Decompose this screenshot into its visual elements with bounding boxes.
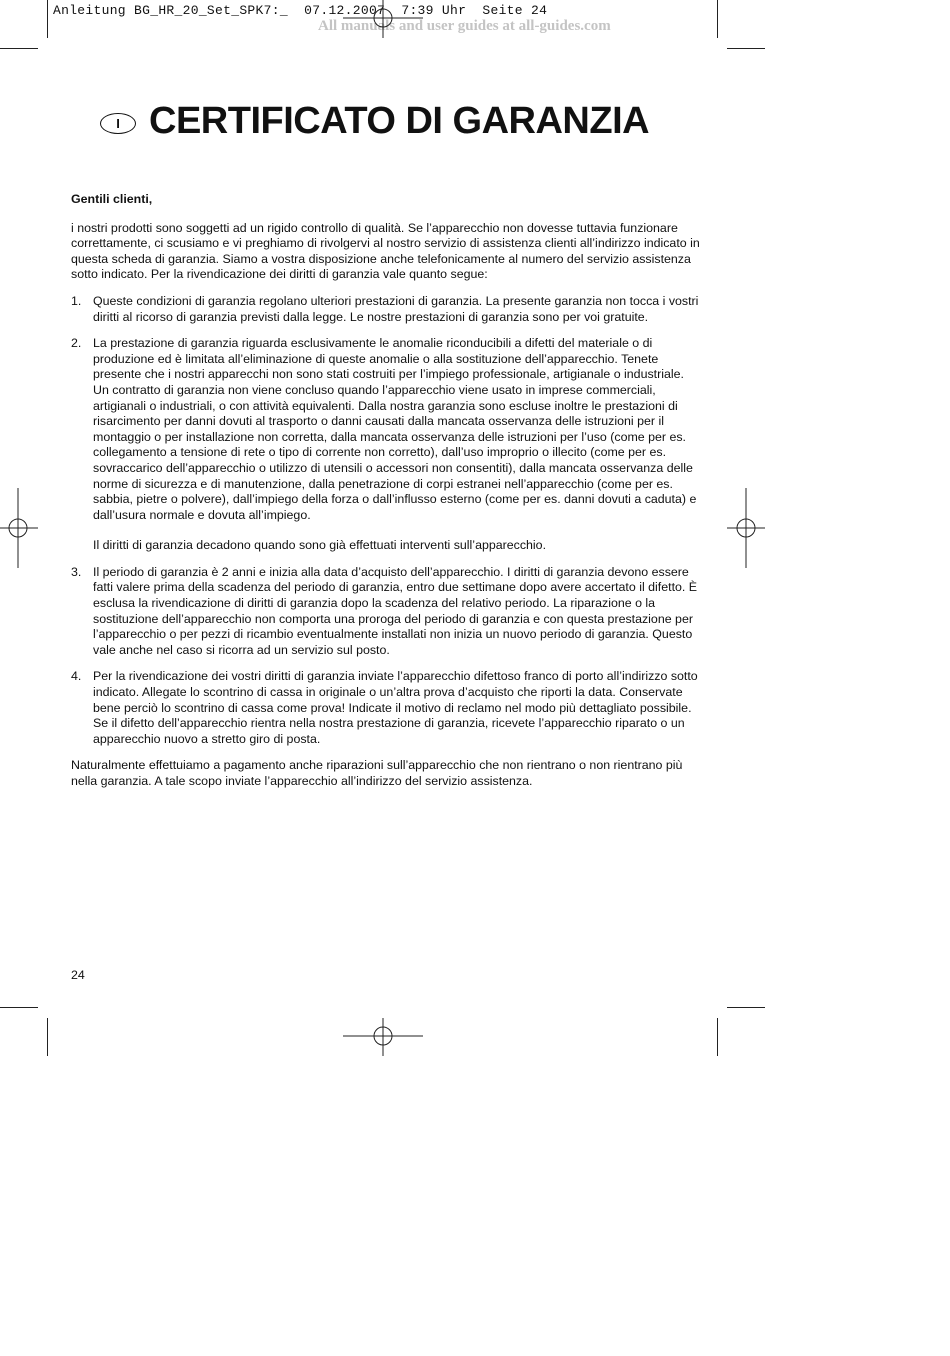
list-item-text: Queste condizioni di garanzia regolano ulteriori prestazioni di garanzia. La presente garanzia non tocca i vostri diritti al ricorso di garanzia previsti dalla legge. Le nostre prestazioni di garanzia sono per voi gratuite. — [93, 293, 699, 324]
watermark: All manuals and user guides at all-guides.com — [318, 18, 611, 34]
crop-mark-bottom-left-vertical — [47, 1018, 48, 1056]
list-item-number: 1. — [71, 293, 82, 308]
registration-mark-top — [343, 0, 423, 38]
page-number: 24 — [71, 968, 85, 982]
crop-mark-bottom-right-horizontal — [727, 1007, 765, 1008]
page-title: CERTIFICATO DI GARANZIA — [149, 100, 650, 142]
list-item — [71, 565, 701, 659]
greeting: Gentili clienti, — [71, 192, 153, 206]
registration-mark-left — [0, 488, 38, 568]
language-badge: I — [100, 113, 136, 134]
closing-paragraph: Naturalmente effettuiamo a pagamento anche riparazioni sull’apparecchio che non rientrano o non rientrano più nella garanzia. A tale scopo inviate l’apparecchio all’indirizzo del servizio assistenza. — [71, 758, 683, 788]
warranty-content — [71, 192, 701, 801]
list-item — [71, 294, 701, 325]
crop-mark-bottom-left-horizontal — [0, 1007, 38, 1008]
crop-mark-top-right-vertical — [717, 0, 718, 38]
list-item-number: 2. — [71, 336, 82, 351]
crop-mark-bottom-right-vertical — [717, 1018, 718, 1056]
list-item-number: 4. — [71, 669, 82, 684]
list-item-number: 3. — [71, 564, 82, 579]
crop-mark-top-left-horizontal — [0, 48, 38, 49]
registration-mark-right — [727, 488, 765, 568]
intro-paragraph: i nostri prodotti sono soggetti ad un rigido controllo di qualità. Se l’apparecchio non dovesse tuttavia funzionare correttamente, ci scusiamo e vi preghiamo di rivolgervi al nostro servizio di assistenza clienti all’indirizzo indicato in questa scheda di garanzia. Siamo a vostra disposizione anche telefonicamente al numero del servizio assistenza sotto indicato. Per la rivendicazione dei diritti di garanzia vale quanto segue: — [71, 220, 700, 282]
list-item-text: La prestazione di garanzia riguarda esclusivamente le anomalie riconducibili a difetti del materiale o di produzione ed è limitata all’eliminazione di queste anomalie o alla sostituzione dell’apparecchio. Tenete presente che i nostri apparecchi non sono stati costruiti per l’impiego professionale, artigianale o industriale. Un contratto di garanzia non viene concluso quando l’apparecchio viene usato in imprese commerciali, artigianali o industriali, o con attività equivalenti. Dalla nostra garanzia sono escluse inoltre le prestazioni di risarcimento per danni dovuti al trasporto o danni causati dalla mancata osservanza delle istruzioni per il montaggio o per installazione non corretta, dalla mancata osservanza delle istruzioni per l’uso (come per es. collegamento a tensione di rete o tipo di corrente non corretto), dall’uso improprio o illecito (come per es. sovraccarico dell’apparecchio o utilizzo di utensili o accessori non consentiti), dalla mancata osservanza delle norme di sicurezza e di manutenzione, dalla penetrazione di corpi estranei nell’apparecchio (come per es. sabbia, pietre o polvere), dall’impiego della forza o dall’influsso esterno (come per es. danni dovuti a caduta) e dall’usura normale e dovuta all’impiego. — [93, 336, 697, 522]
crop-mark-top-right-horizontal — [727, 48, 765, 49]
list-item — [71, 669, 701, 747]
title-row — [100, 100, 649, 143]
crop-mark-top-left-vertical — [47, 0, 48, 38]
print-slug: Anleitung BG_HR_20_Set_SPK7:_ 07.12.2007 7:39 Uhr Seite 24 — [53, 3, 548, 18]
list-item — [71, 336, 701, 554]
list-item-note: Il diritti di garanzia decadono quando sono già effettuati interventi sull’apparecchio. — [93, 538, 547, 553]
list-item-text: Per la rivendicazione dei vostri diritti di garanzia inviate l’apparecchio difettoso franco di porto all’indirizzo sotto indicato. Allegate lo scontrino di cassa in originale o un’altra prova d’acquisto che riporti la data. Conservate bene perciò lo scontrino di cassa come prova! Indicate il motivo di reclamo nel modo più dettagliato possibile. Se il difetto dell’apparecchio rientra nella nostra prestazione di garanzia, ricevete l’apparecchio riparato o un apparecchio nuovo a stretto giro di posta. — [93, 669, 698, 746]
registration-mark-bottom — [343, 1018, 423, 1056]
list-item-text: Il periodo di garanzia è 2 anni e inizia alla data d’acquisto dell’apparecchio. I diritti di garanzia devono essere fatti valere prima della scadenza del periodo di garanzia, entro due settimane dopo avere accertato il difetto. È esclusa la rivendicazione di diritti di garanzia dopo la scadenza del relativo periodo. La riparazione o la sostituzione dell’apparecchio non comporta una proroga del periodo di garanzia e con questa prestazione per l’apparecchio o per pezzi di ricambio eventualmente installati non inizia un nuovo periodo di garanzia. Questo vale anche nel caso si ricorra ad un servizio sul posto. — [93, 564, 698, 657]
